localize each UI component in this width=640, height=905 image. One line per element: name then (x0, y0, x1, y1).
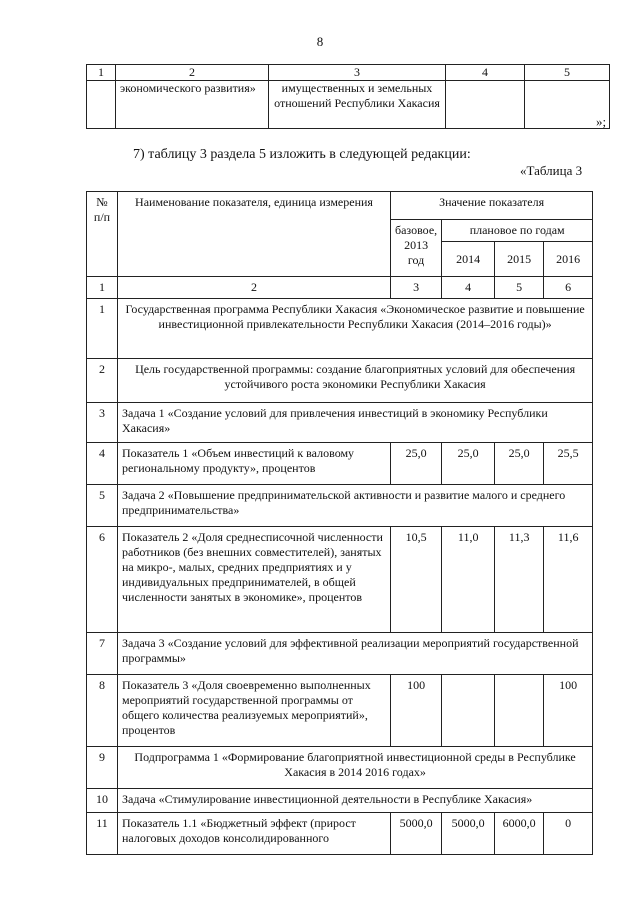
section-title: Государственная программа Республики Хакасия «Экономическое развитие и повышение инвестиционной привлекательности Республики Хакасия (2014–2016 годы)» (118, 299, 593, 359)
header-name: Наименование показателя, единица измерения (118, 192, 391, 277)
column-number: 2 (118, 277, 391, 299)
task-title: Задача 1 «Создание условий для привлечения инвестиций в экономику Республики Хакасия» (118, 403, 593, 443)
indicator-name: Показатель 1.1 «Бюджетный эффект (прирост налоговых доходов консолидированного (118, 813, 391, 855)
task-title: Задача 3 «Создание условий для эффективной реализации мероприятий государственной программы» (118, 633, 593, 675)
col-header: 2 (116, 65, 269, 81)
table-cell (446, 81, 525, 129)
value-cell: 6000,0 (495, 813, 544, 855)
col-header: 1 (87, 65, 116, 81)
table-label: «Таблица 3 (520, 163, 583, 178)
amendment-instruction: 7) таблицу 3 раздела 5 изложить в следующей редакции: (133, 147, 471, 162)
row-number: 5 (87, 485, 118, 527)
task-title: Задача «Стимулирование инвестиционной деятельности в Республике Хакасия» (118, 789, 593, 813)
row-number: 10 (87, 789, 118, 813)
row-number: 3 (87, 403, 118, 443)
indicator-name: Показатель 3 «Доля своевременно выполненных мероприятий государственной программы от общего количества реализуемых мероприятий», процентов (118, 675, 391, 747)
value-cell (442, 675, 495, 747)
col-header: 3 (269, 65, 446, 81)
column-number: 4 (442, 277, 495, 299)
row-number: 9 (87, 747, 118, 789)
column-number: 3 (391, 277, 442, 299)
value-cell (495, 675, 544, 747)
indicators-table (86, 191, 593, 855)
value-cell: 25,0 (391, 443, 442, 485)
table-cell (87, 81, 116, 129)
row-number: 11 (87, 813, 118, 855)
subprogram-title: Подпрограмма 1 «Формирование благоприятной инвестиционной среды в Республике Хакасия в 2014 2016 годах» (118, 747, 593, 789)
row-number: 7 (87, 633, 118, 675)
col-header: 4 (446, 65, 525, 81)
value-cell: 5000,0 (442, 813, 495, 855)
value-cell: 25,0 (495, 443, 544, 485)
table-cell: экономического развития» (116, 81, 269, 129)
indicator-name: Показатель 1 «Объем инвестиций к валовому региональному продукту», процентов (118, 443, 391, 485)
header-base: базовое, 2013 год (391, 220, 442, 277)
page-number: 8 (316, 34, 324, 49)
column-number: 6 (544, 277, 593, 299)
value-cell: 25,5 (544, 443, 593, 485)
value-cell: 0 (544, 813, 593, 855)
header-num: № п/п (87, 192, 118, 277)
value-cell: 100 (544, 675, 593, 747)
task-title: Задача 2 «Повышение предпринимательской активности и развитие малого и среднего предпринимательства» (118, 485, 593, 527)
column-number: 5 (495, 277, 544, 299)
value-cell: 5000,0 (391, 813, 442, 855)
header-planned: плановое по годам (442, 220, 593, 242)
section-title: Цель государственной программы: создание благоприятных условий для обеспечения устойчивого роста экономики Республики Хакасия (118, 359, 593, 403)
row-number: 6 (87, 527, 118, 633)
header-year: 2014 (442, 242, 495, 277)
column-number: 1 (87, 277, 118, 299)
col-header: 5 (525, 65, 610, 81)
header-year: 2015 (495, 242, 544, 277)
row-number: 2 (87, 359, 118, 403)
table-cell: имущественных и земельных отношений Республики Хакасия (269, 81, 446, 129)
value-cell: 100 (391, 675, 442, 747)
value-cell: 11,3 (495, 527, 544, 633)
row-number: 1 (87, 299, 118, 359)
header-value: Значение показателя (391, 192, 593, 220)
value-cell: 11,6 (544, 527, 593, 633)
value-cell: 25,0 (442, 443, 495, 485)
indicator-name: Показатель 2 «Доля среднесписочной численности работников (без внешних совместителей), занятых на микро-, малых, средних предприятиях и у индивидуальных предпринимателей, в общей численности занятых в экономике», процентов (118, 527, 391, 633)
header-year: 2016 (544, 242, 593, 277)
row-number: 4 (87, 443, 118, 485)
row-number: 8 (87, 675, 118, 747)
closing-quote: »; (596, 114, 607, 129)
value-cell: 10,5 (391, 527, 442, 633)
previous-table-fragment (86, 64, 610, 129)
value-cell: 11,0 (442, 527, 495, 633)
